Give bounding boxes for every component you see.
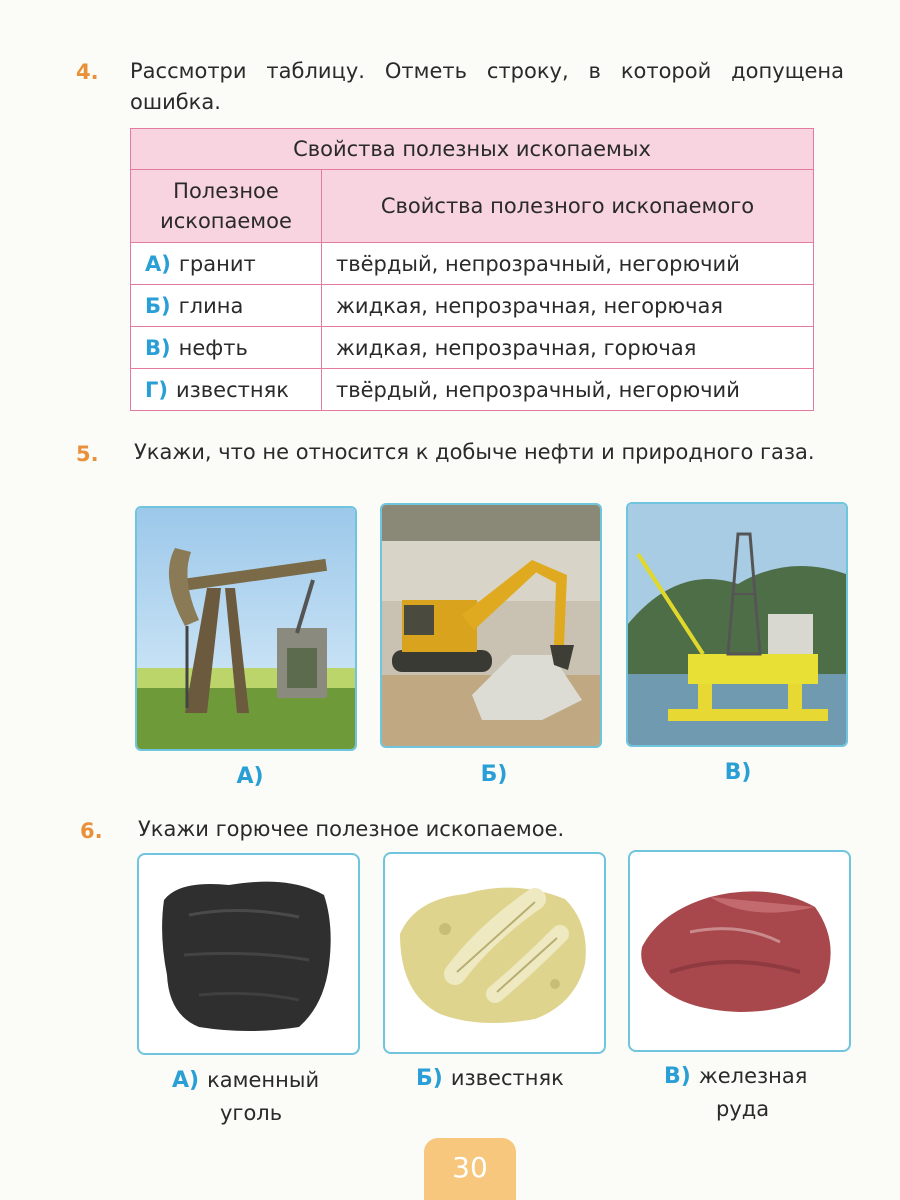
offshore-platform-icon	[628, 504, 846, 745]
answer-text-line2: уголь	[220, 1101, 283, 1125]
answer-letter: А)	[172, 1068, 200, 1093]
row-properties: жидкая, непрозрачная, горючая	[322, 327, 814, 369]
question-6-text: Укажи горючее полезное ископаемое.	[138, 817, 565, 841]
row-properties: жидкая, непрозрачная, негорючая	[322, 285, 814, 327]
excavator-icon	[382, 505, 600, 746]
iron-ore-card[interactable]	[628, 850, 851, 1052]
question-5-text: Укажи, что не относится к добыче нефти и природного газа.	[134, 440, 815, 464]
table-row-b[interactable]	[131, 285, 814, 327]
answer-text-line1: известняк	[450, 1066, 564, 1090]
row-mineral: известняк	[175, 377, 289, 402]
row-properties: твёрдый, непрозрачный, негорючий	[322, 243, 814, 285]
table-row-v[interactable]	[131, 327, 814, 369]
answer-coal	[172, 1064, 352, 1129]
offshore-platform-photo[interactable]	[626, 502, 848, 747]
row-properties: твёрдый, непрозрачный, негорючий	[322, 369, 814, 411]
question-4-number: 4.	[76, 60, 99, 84]
answer-iron-ore	[664, 1060, 844, 1125]
limestone-icon	[385, 854, 604, 1052]
option-v-label: В)	[724, 760, 752, 785]
row-letter: А)	[145, 251, 171, 276]
row-mineral: нефть	[178, 335, 248, 360]
answer-text-line1: железная	[698, 1064, 808, 1088]
table-row-g[interactable]	[131, 369, 814, 411]
minerals-table	[130, 128, 814, 411]
answer-limestone	[416, 1062, 616, 1095]
table-title: Свойства полезных ископаемых	[131, 129, 814, 170]
row-letter: В)	[145, 335, 171, 360]
table-header-mineral: Полезное ископаемое	[131, 170, 322, 243]
question-6-number: 6.	[80, 819, 103, 843]
coal-icon	[139, 855, 358, 1053]
page-number: 30	[424, 1138, 516, 1200]
row-mineral: глина	[178, 293, 244, 318]
iron-ore-icon	[630, 852, 849, 1050]
excavator-photo[interactable]	[380, 503, 602, 748]
oil-pump-jack-icon	[137, 508, 355, 749]
limestone-card[interactable]	[383, 852, 606, 1054]
answer-text-line1: каменный	[207, 1068, 320, 1092]
coal-card[interactable]	[137, 853, 360, 1055]
answer-text-line2: руда	[716, 1097, 770, 1121]
row-letter: Г)	[145, 377, 168, 402]
table-row-a[interactable]	[131, 243, 814, 285]
answer-letter: Б)	[416, 1066, 443, 1091]
row-mineral: гранит	[178, 251, 256, 276]
answer-letter: В)	[664, 1064, 691, 1089]
option-b-label: Б)	[480, 762, 508, 787]
row-letter: Б)	[145, 293, 171, 318]
table-header-properties: Свойства полезного ископаемого	[322, 170, 814, 243]
question-5-number: 5.	[76, 442, 99, 466]
oil-pump-jack-photo[interactable]	[135, 506, 357, 751]
option-a-label: А)	[236, 764, 264, 789]
question-4-text: Рассмотри таблицу. Отметь строку, в которой допущена ошибка.	[130, 59, 844, 114]
